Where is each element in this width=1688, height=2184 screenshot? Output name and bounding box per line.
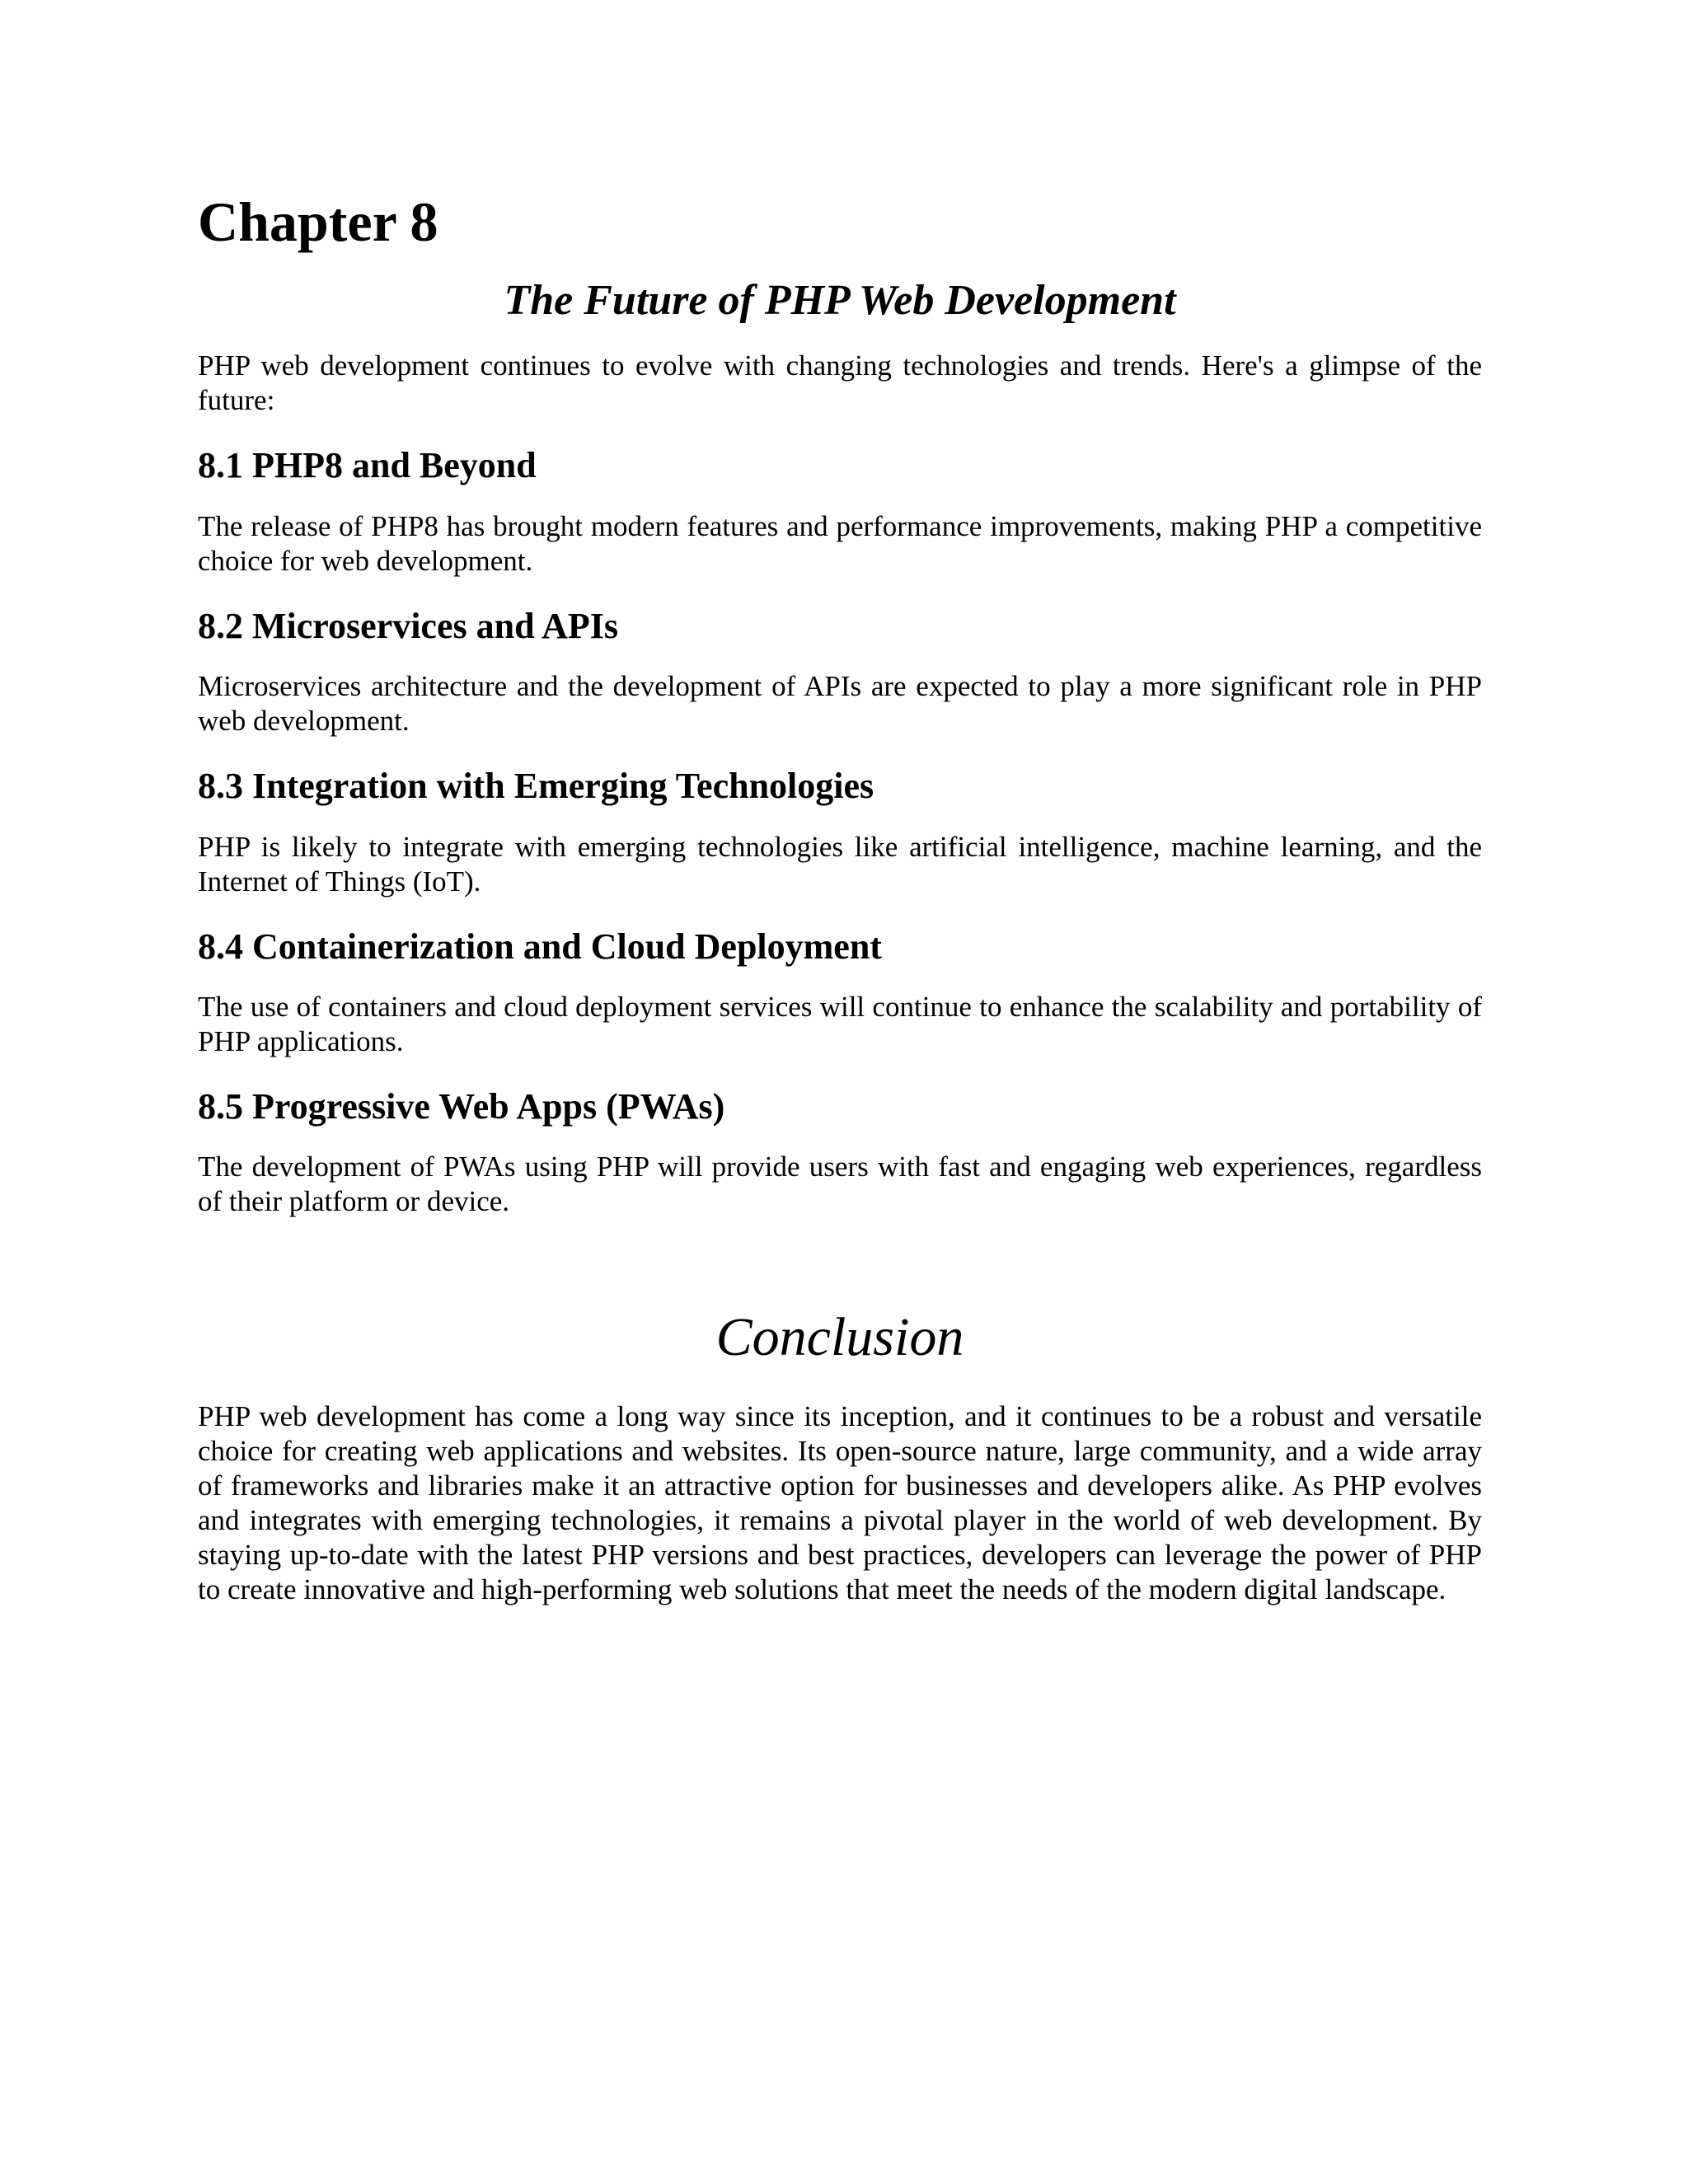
section-body: The development of PWAs using PHP will provide users with fast and engaging web experiences, regardless of their platform or device.: [198, 1151, 1482, 1218]
section-body: The release of PHP8 has brought modern features and performance improvements, making PHP a competitive choice for web development.: [198, 509, 1482, 577]
section-php8: [198, 446, 1482, 578]
chapter-intro: PHP web development continues to evolve with changing technologies and trends. Here's a glimpse of the future:: [198, 349, 1482, 417]
section-emerging-tech: [198, 766, 1482, 898]
section-heading: 8.4 Containerization and Cloud Deployment: [198, 926, 882, 967]
conclusion-body: PHP web development has come a long way since its inception, and it continues to be a robust and versatile choice for creating web applications and websites. Its open-source nature, large community, and a wide array of frameworks and libraries make it an attractive option for businesses and developers alike. As PHP evolves and integrates with emerging technologies, it remains a pivotal player in the world of web development. By staying up-to-date with the latest PHP versions and best practices, developers can leverage the power of PHP to create innovative and high-performing web solutions that meet the needs of the modern digital landscape.: [198, 1399, 1482, 1605]
conclusion-section: [198, 1308, 1482, 1607]
section-heading: 8.2 Microservices and APIs: [198, 605, 619, 646]
section-microservices: [198, 607, 1482, 738]
section-heading: 8.1 PHP8 and Beyond: [198, 445, 537, 486]
section-body: The use of containers and cloud deployment services will continue to enhance the scalability and portability of PHP applications.: [198, 990, 1482, 1057]
chapter-title: The Future of PHP Web Development: [504, 277, 1176, 325]
section-containerization: [198, 927, 1482, 1059]
chapter-heading: Chapter 8: [198, 190, 438, 253]
section-body: PHP is likely to integrate with emerging technologies like artificial intelligence, machine learning, and the Internet of Things (IoT).: [198, 830, 1482, 898]
section-heading: 8.3 Integration with Emerging Technologies: [198, 766, 874, 807]
section-body: Microservices architecture and the development of APIs are expected to play a more significant role in PHP web development.: [198, 670, 1482, 738]
page-content: [198, 190, 1482, 1607]
conclusion-title: Conclusion: [715, 1307, 964, 1368]
section-pwas: [198, 1087, 1482, 1219]
section-heading: 8.5 Progressive Web Apps (PWAs): [198, 1085, 725, 1127]
